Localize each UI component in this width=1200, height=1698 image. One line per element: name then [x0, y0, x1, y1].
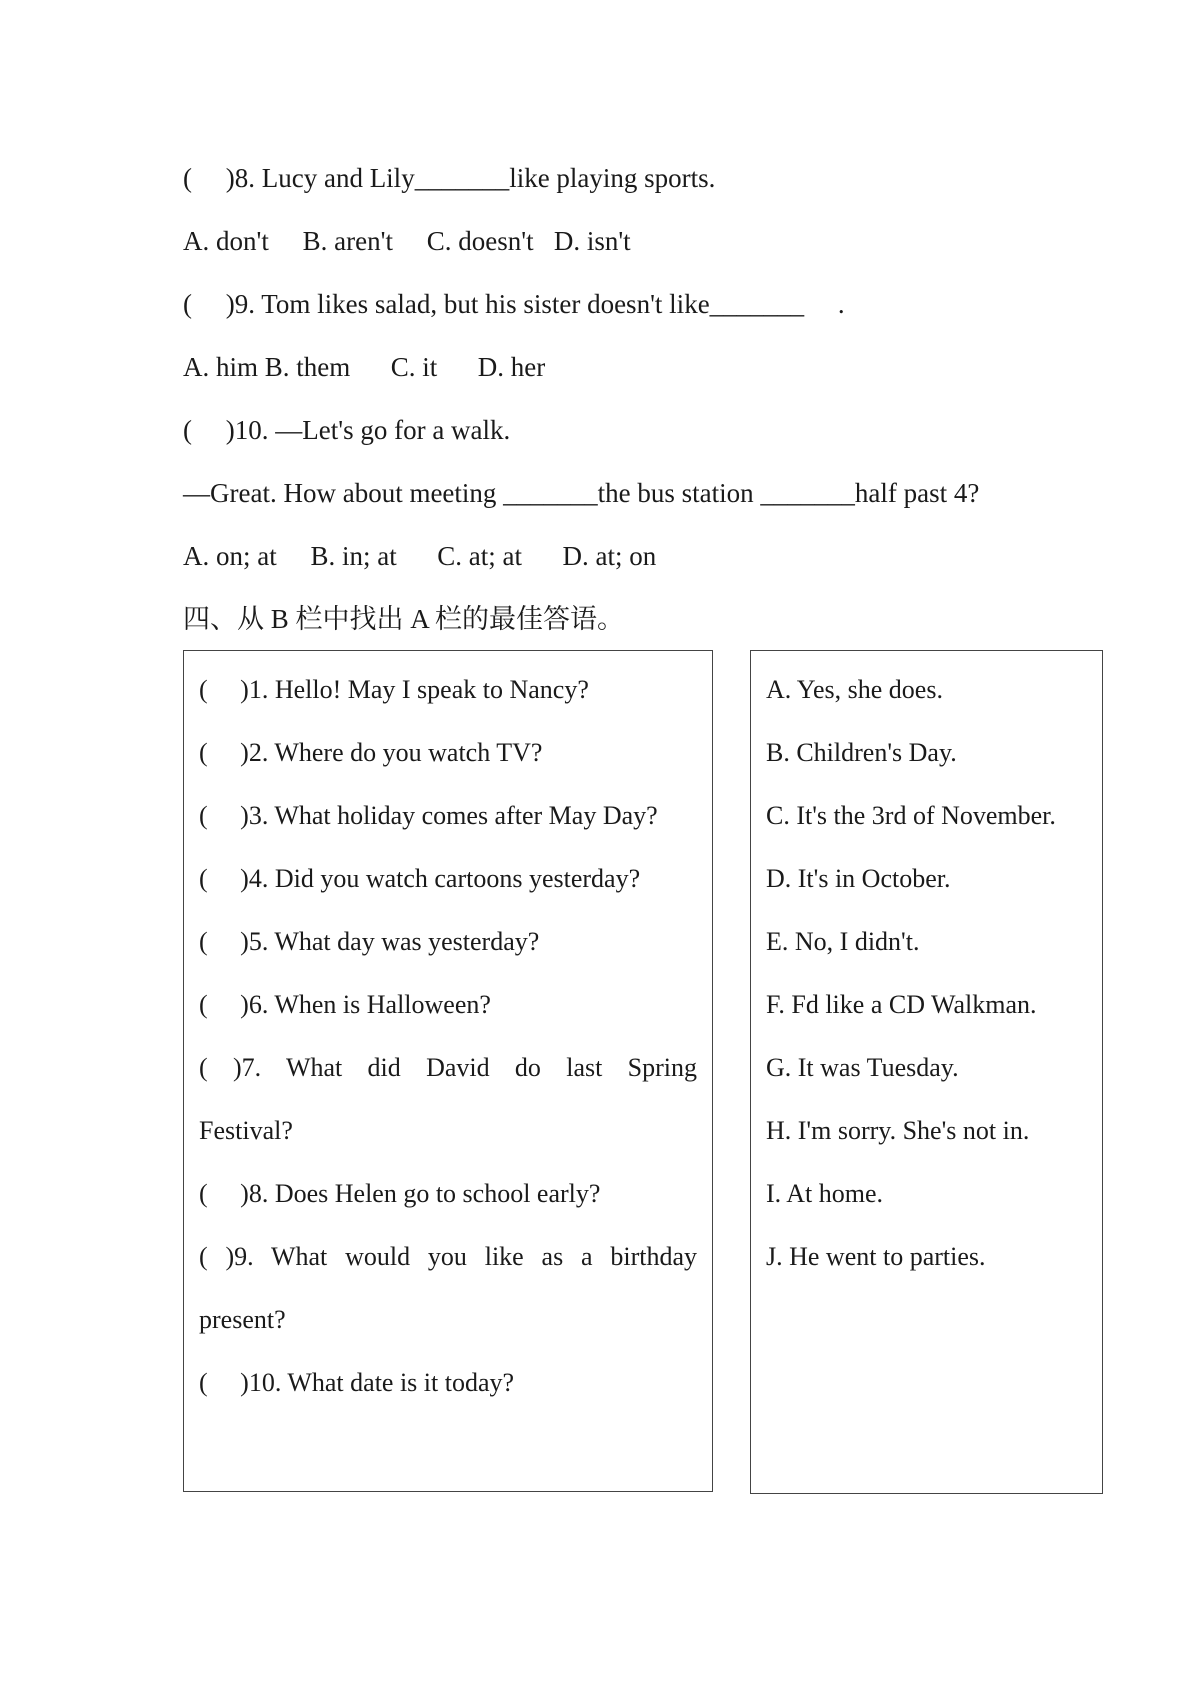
column-a-item: ( )2. Where do you watch TV? — [199, 738, 543, 767]
column-b-item: I. At home. — [766, 1179, 883, 1208]
column-a-box — [183, 650, 713, 1492]
question-10-dialogue: —Great. How about meeting _______the bus station _______half past 4? — [183, 478, 980, 508]
column-a-item: ( )6. When is Halloween? — [199, 990, 491, 1019]
column-a-item: ( )5. What day was yesterday? — [199, 927, 540, 956]
section-title: 四、从 B 栏中找出 A 栏的最佳答语。 — [183, 604, 625, 634]
question-10: ( )10. —Let's go for a walk. — [183, 415, 511, 445]
column-b-box — [750, 650, 1103, 1494]
column-b-item: F. Fd like a CD Walkman. — [766, 990, 1037, 1019]
column-a-item-continued: Festival? — [199, 1116, 293, 1145]
question-9: ( )9. Tom likes salad, but his sister doesn't like_______ . — [183, 289, 845, 319]
column-a-item: ( )9. What would you like as a birthday — [199, 1242, 697, 1271]
column-b-item: C. It's the 3rd of November. — [766, 801, 1056, 830]
column-a-item: ( )10. What date is it today? — [199, 1368, 515, 1397]
column-a-item: ( )8. Does Helen go to school early? — [199, 1179, 601, 1208]
column-a-item-continued: present? — [199, 1305, 286, 1334]
question-10-options: A. on; at B. in; at C. at; at D. at; on — [183, 541, 657, 571]
column-a-item: ( )7. What did David do last Spring — [199, 1053, 697, 1082]
column-b-item: H. I'm sorry. She's not in. — [766, 1116, 1030, 1145]
column-a-item: ( )3. What holiday comes after May Day? — [199, 801, 658, 830]
column-b-item: A. Yes, she does. — [766, 675, 943, 704]
column-b-item: D. It's in October. — [766, 864, 951, 893]
column-a-item: ( )1. Hello! May I speak to Nancy? — [199, 675, 589, 704]
column-b-item: E. No, I didn't. — [766, 927, 920, 956]
question-8-options: A. don't B. aren't C. doesn't D. isn't — [183, 226, 631, 256]
column-a-item: ( )4. Did you watch cartoons yesterday? — [199, 864, 641, 893]
column-b-item: G. It was Tuesday. — [766, 1053, 959, 1082]
column-b-item: B. Children's Day. — [766, 738, 957, 767]
column-b-item: J. He went to parties. — [766, 1242, 986, 1271]
question-8: ( )8. Lucy and Lily_______like playing sports. — [183, 163, 716, 193]
question-9-options: A. him B. them C. it D. her — [183, 352, 546, 382]
